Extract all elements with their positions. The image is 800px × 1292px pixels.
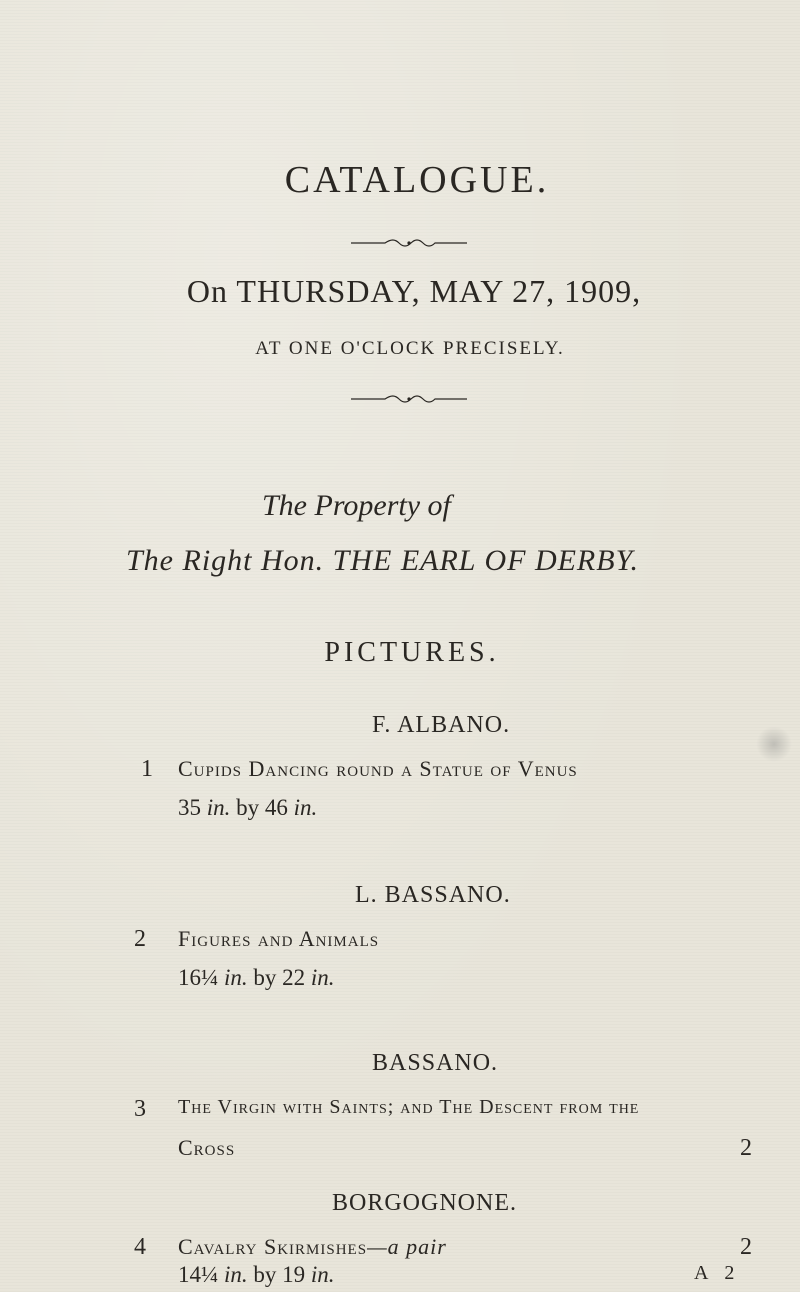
property-line: The Property of bbox=[262, 489, 451, 522]
paper-stain bbox=[756, 726, 792, 762]
lot-title-continued: Cross bbox=[178, 1135, 236, 1160]
dim-unit: in. bbox=[224, 965, 248, 990]
dim-unit: in. bbox=[224, 1262, 248, 1287]
ornament-divider bbox=[0, 236, 800, 248]
lot-dimensions bbox=[178, 1262, 335, 1288]
lot-dimensions bbox=[178, 965, 335, 991]
owner-line: The Right Hon. THE EARL OF DERBY. bbox=[126, 544, 640, 577]
dim-width: 22 bbox=[282, 965, 306, 990]
dim-height: 14¼ bbox=[178, 1262, 219, 1287]
lot-number: 3 bbox=[134, 1096, 146, 1122]
dim-by: by bbox=[253, 965, 277, 990]
lot-artist: L. BASSANO. bbox=[355, 882, 511, 908]
catalogue-title: CATALOGUE. bbox=[284, 159, 550, 201]
page-signature: A 2 bbox=[694, 1262, 741, 1284]
lot-number: 4 bbox=[134, 1234, 146, 1260]
lot-artist: F. ALBANO. bbox=[372, 712, 511, 738]
dim-height: 16¼ bbox=[178, 965, 219, 990]
lot-title: Figures and Animals bbox=[178, 926, 380, 951]
lot-quantity: 2 bbox=[740, 1234, 752, 1260]
lot-artist: BORGOGNONE. bbox=[332, 1190, 517, 1216]
section-title: PICTURES. bbox=[324, 637, 500, 668]
dim-unit: in. bbox=[293, 795, 318, 820]
dim-by: by bbox=[253, 1262, 277, 1287]
sale-date: On THURSDAY, MAY 27, 1909, bbox=[186, 273, 642, 309]
dim-unit: in. bbox=[310, 965, 335, 990]
lot-quantity: 2 bbox=[740, 1135, 752, 1161]
dim-width: 19 bbox=[282, 1262, 306, 1287]
sale-time: AT ONE O'CLOCK PRECISELY. bbox=[255, 338, 565, 359]
lot-number: 2 bbox=[134, 926, 146, 952]
lot-dimensions bbox=[178, 795, 317, 821]
dim-width: 46 bbox=[264, 795, 288, 820]
dim-by: by bbox=[236, 795, 260, 820]
lot-number: 1 bbox=[141, 756, 153, 782]
lot-title-suffix: —a pair bbox=[367, 1234, 447, 1259]
dim-unit: in. bbox=[206, 795, 231, 820]
ornament-divider bbox=[0, 392, 800, 404]
dim-height: 35 bbox=[178, 795, 201, 820]
dim-unit: in. bbox=[310, 1262, 335, 1287]
lot-title: The Virgin with Saints; and The Descent from the bbox=[178, 1096, 640, 1118]
lot-title bbox=[178, 1234, 447, 1260]
lot-artist: BASSANO. bbox=[372, 1050, 499, 1076]
lot-title-text: Cavalry Skirmishes bbox=[178, 1234, 368, 1259]
lot-title: Cupids Dancing round a Statue of Venus bbox=[178, 756, 578, 781]
